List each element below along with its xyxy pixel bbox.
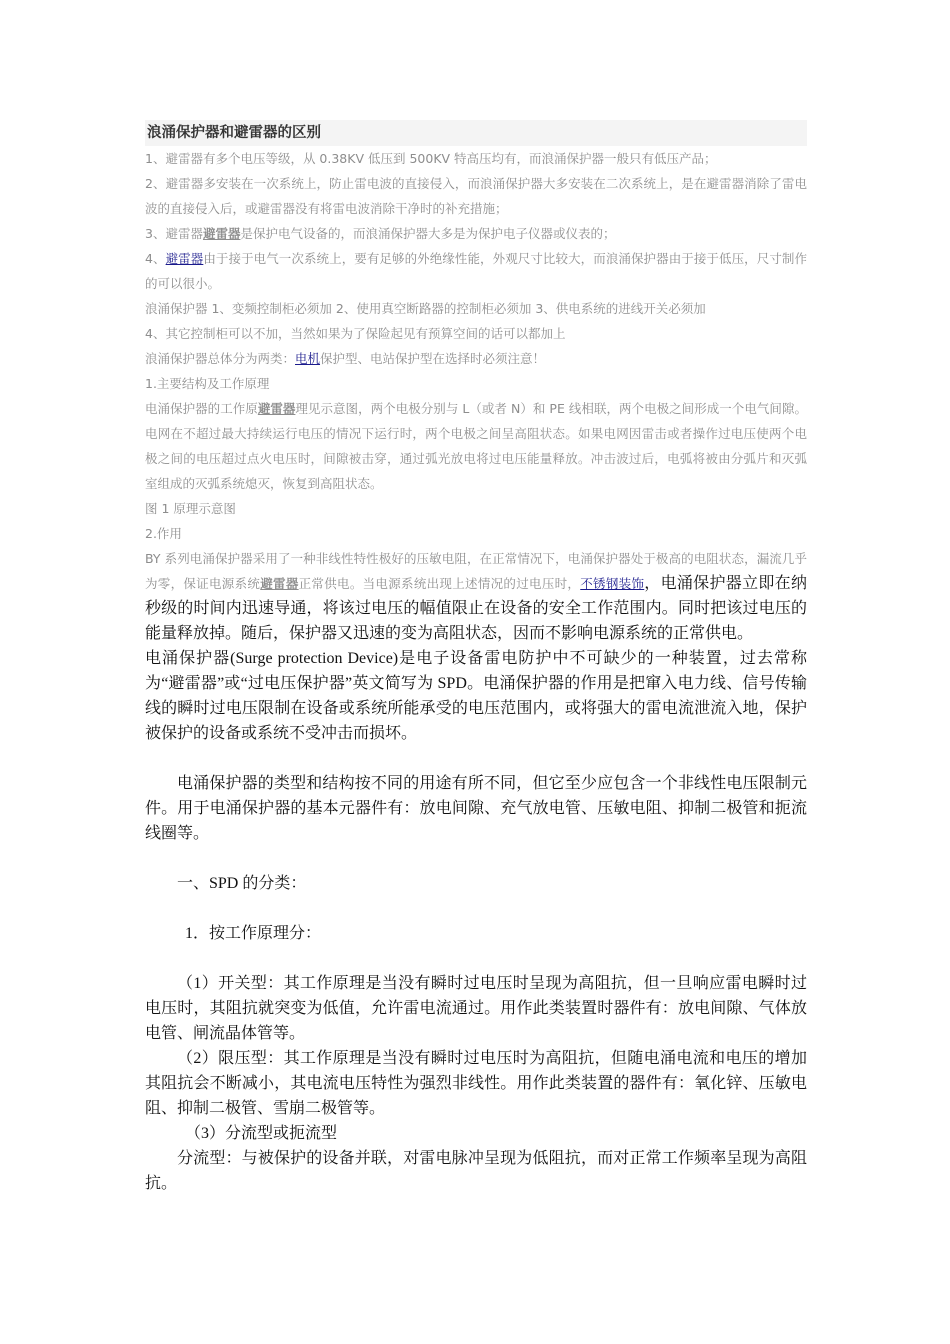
heading-shunt-type: （3）分流型或扼流型 <box>185 1125 338 1142</box>
paragraph-other-cabinets: 4、其它控制柜可以不加，当然如果为了保险起见有预算空间的话可以都加上 <box>145 326 566 341</box>
document-body <box>145 120 807 1196</box>
p3-prefix: 3、避雷器 <box>145 226 203 241</box>
link-dianji[interactable]: 电机 <box>295 351 321 366</box>
paragraph-shunt-type: 分流型：与被保护的设备并联，对雷电脉冲呈现为低阻抗，而对正常工作频率呈现为高阻抗。 <box>145 1150 807 1192</box>
figure-caption: 图 1 原理示意图 <box>145 501 236 516</box>
p4-suffix: 由于接于电气一次系统上，要有足够的外绝缘性能，外观尺寸比较大，而浪涌保护器由于接于低压，尺寸制作的可以很小。 <box>145 251 807 291</box>
heading-spd-classification: 一、SPD 的分类： <box>177 875 307 892</box>
heading-function: 2.作用 <box>145 526 182 541</box>
blank-line <box>145 946 807 971</box>
p12-black-d: ，电涌保护器立即在纳秒级的时间内迅速导通，将该过电压的幅值限止在设备的安全工作范围内。同时把该过电压的能量释放掉。随后，保护器又迅速的变为高阻状态，因而不影响电源系统的正常供电。 <box>145 575 807 642</box>
p12-gray-a: BY 系列电涌保护器采用了一种非线性特性极好的压敏电阻，在正常情况下，电涌保护器处于极高的电阻状态，漏流几乎为零，保证电源系统 <box>145 551 807 591</box>
paragraph-insulation <box>145 246 807 296</box>
blank-line <box>145 746 807 771</box>
heading-structure-principle: 1.主要结构及工作原理 <box>145 376 270 391</box>
paragraph-working-principle <box>145 396 807 496</box>
paragraph-function <box>145 546 807 646</box>
article-title: 浪涌保护器和避雷器的区别 <box>145 120 807 146</box>
heading-by-principle: 1．按工作原理分： <box>185 925 322 942</box>
blank-line <box>145 896 807 921</box>
link-stainless-decor[interactable]: 不锈钢装饰 <box>580 576 645 591</box>
p7-prefix: 浪涌保护器总体分为两类： <box>145 351 296 366</box>
paragraph-installation: 2、避雷器多安装在一次系统上，防止雷电波的直接侵入，而浪涌保护器大多安装在二次系统上，是在避雷器消除了雷电波的直接侵入后，或避雷器没有将雷电波消除干净时的补充措施； <box>145 176 807 216</box>
paragraph-spd-definition: 电涌保护器(Surge protection Device)是电子设备雷电防护中不可缺少的一种装置，过去常称为“避雷器”或“过电压保护器”英文简写为 SPD。电涌保护器的作用是把窜入电力线、信号传输线的瞬时过电压限制在设备或系统所能承受的电压范围内，或将强大的雷电流泄流入地，保护被保护的设备或系统不受冲击而损坏。 <box>145 650 807 742</box>
p9-suffix: 理见示意图，两个电极分别与 L（或者 N）和 PE 线相联，两个电极之间形成一个电气间隙。电网在不超过最大持续运行电压的情况下运行时，两个电极之间呈高阻状态。如果电网因雷击或者操作过电压使两个电极之间的电压超过点火电压时，间隙被击穿，通过弧光放电将过电压能量释放。冲击波过后，电弧将被由分弧片和灭弧室组成的灭弧系统熄灭，恢复到高阻状态。 <box>145 401 807 491</box>
p7-suffix: 保护型、电站保护型在选择时必须注意！ <box>320 351 546 366</box>
paragraph-voltage-levels: 1、避雷器有多个电压等级，从 0.38KV 低压到 500KV 特高压均有，而浪涌保护器一般只有低压产品； <box>145 151 717 166</box>
paragraph-two-types <box>145 346 807 371</box>
paragraph-switch-type: （1）开关型：其工作原理是当没有瞬时过电压时呈现为高阻抗，但一旦响应雷电瞬时过电压时，其阻抗就突变为低值，允许雷电流通过。用作此类装置时器件有：放电间隙、气体放电管、闸流晶体管等。 <box>145 975 807 1042</box>
p3-suffix: 是保护电气设备的，而浪涌保护器大多是为保护电子仪器或仪表的； <box>240 226 616 241</box>
p9-keyword: 避雷器 <box>257 401 296 416</box>
p9-prefix: 电涌保护器的工作原 <box>145 401 258 416</box>
paragraph-protection-target <box>145 221 807 246</box>
blank-line <box>145 846 807 871</box>
p3-keyword: 避雷器 <box>202 226 241 241</box>
paragraph-limit-type: （2）限压型：其工作原理是当没有瞬时过电压时为高阻抗，但随电涌电流和电压的增加其阻抗会不断减小，其电流电压特性为强烈非线性。用作此类装置的器件有：氧化锌、压敏电阻、抑制二极管、雪崩二极管等。 <box>145 1050 807 1117</box>
p4-prefix: 4、 <box>145 251 166 266</box>
p12-keyword: 避雷器 <box>260 576 299 591</box>
paragraph-spd-components: 电涌保护器的类型和结构按不同的用途有所不同，但它至少应包含一个非线性电压限制元件。用于电涌保护器的基本元器件有：放电间隙、充气放电管、压敏电阻、抑制二极管和扼流线圈等。 <box>145 775 807 842</box>
paragraph-cabinets: 浪涌保护器 1、变频控制柜必须加 2、使用真空断路器的控制柜必须加 3、供电系统的进线开关必须加 <box>145 301 706 316</box>
p12-gray-c: 正常供电。当电源系统出现上述情况的过电压时， <box>298 576 581 591</box>
link-bileiqi[interactable]: 避雷器 <box>165 251 204 266</box>
